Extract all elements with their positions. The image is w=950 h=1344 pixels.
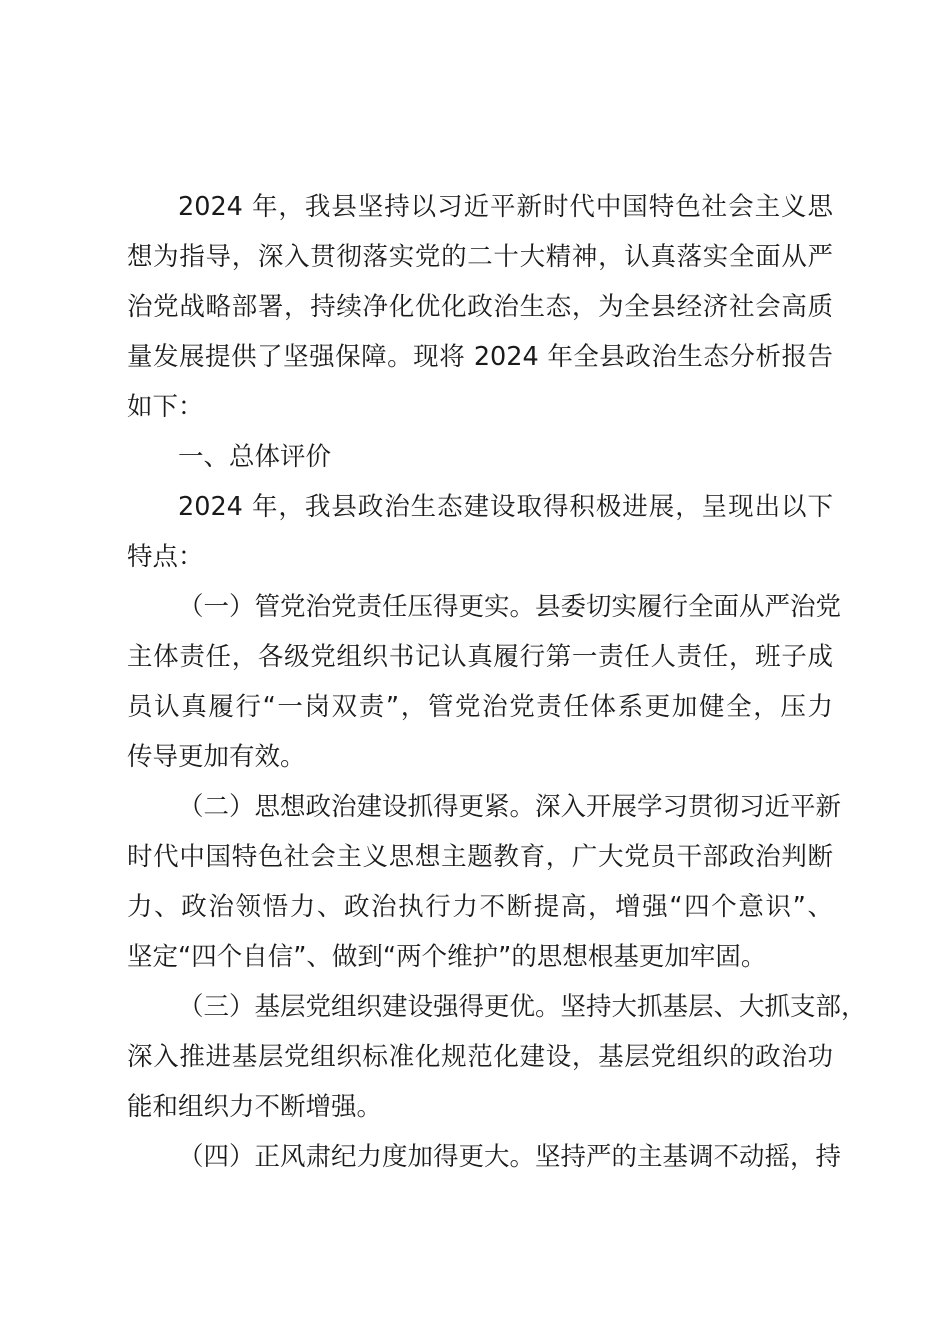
text-line: 如下： xyxy=(127,392,204,422)
document-body xyxy=(127,182,867,1182)
text-line: 坚定“四个自信”、做到“两个维护”的思想根基更加牢固。 xyxy=(127,942,767,972)
text-line: 员认真履行“一岗双责”，管党治党责任体系更加健全，压力 xyxy=(127,692,833,722)
text-line: （二）思想政治建设抓得更紧。深入开展学习贯彻习近平新 xyxy=(178,792,842,822)
text-line: 时代中国特色社会主义思想主题教育，广大党员干部政治判断 xyxy=(127,842,833,872)
text-line: 想为指导，深入贯彻落实党的二十大精神，认真落实全面从严 xyxy=(127,242,833,272)
text-line: 量发展提供了坚强保障。现将 2024 年全县政治生态分析报告 xyxy=(127,342,833,372)
text-line: 传导更加有效。 xyxy=(127,742,306,772)
text-line: 力、政治领悟力、政治执行力不断提高，增强“四个意识”、 xyxy=(127,892,833,922)
text-line: 主体责任，各级党组织书记认真履行第一责任人责任，班子成 xyxy=(127,642,833,672)
text-line: （四）正风肃纪力度加得更大。坚持严的主基调不动摇，持 xyxy=(178,1142,842,1172)
text-line: 深入推进基层党组织标准化规范化建设，基层党组织的政治功 xyxy=(127,1042,833,1072)
text-line: 2024 年，我县政治生态建设取得积极进展，呈现出以下 xyxy=(178,492,833,522)
text-line: 治党战略部署，持续净化优化政治生态，为全县经济社会高质 xyxy=(127,292,833,322)
text-line: 一、总体评价 xyxy=(178,442,332,472)
text-line: 能和组织力不断增强。 xyxy=(127,1092,383,1122)
text-line: （三）基层党组织建设强得更优。坚持大抓基层、大抓支部， xyxy=(178,992,867,1022)
text-line: 特点： xyxy=(127,542,204,572)
text-line: 2024 年，我县坚持以习近平新时代中国特色社会主义思 xyxy=(178,192,833,222)
text-line: （一）管党治党责任压得更实。县委切实履行全面从严治党 xyxy=(178,592,842,622)
